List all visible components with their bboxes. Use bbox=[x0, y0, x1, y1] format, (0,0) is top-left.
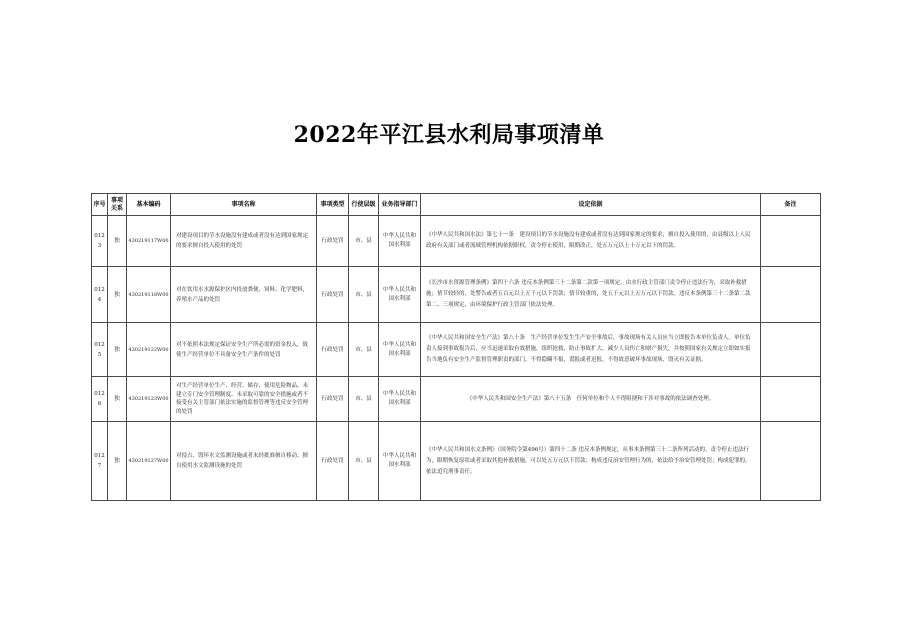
header-type: 事项类型 bbox=[317, 194, 349, 216]
row-basis: 《中华人民共和国安全生产法》第八十条 生产经营单位发生生产安全事故后，事故现场有关人员应当立即报告本单位负责人。单位负责人接到事故报告后，应当迅速采取有效措施，组织抢救，防止事故扩大，减少人员伤亡和财产损失，并按照国家有关规定立即如实报告当地负有安全生产监督管理职责的部门，不得隐瞒不报、谎报或者迟报，不得故意破坏事故现场、毁灭有关证据。 bbox=[421, 323, 761, 377]
table-row bbox=[92, 216, 821, 267]
row-level: 市、县 bbox=[349, 323, 379, 377]
row-relation: 独 bbox=[108, 216, 127, 267]
row-name: 对不依照本法规定保证安全生产所必需的资金投入，致使生产经营单位不具备安全生产条件的处罚 bbox=[171, 323, 317, 377]
header-basis: 设定依据 bbox=[421, 194, 761, 216]
row-code: 430219118W00 bbox=[127, 267, 171, 323]
header-relation-label: 事项关系 bbox=[110, 196, 123, 212]
row-code: 430219117W00 bbox=[127, 216, 171, 267]
row-seq: 0123 bbox=[92, 216, 108, 267]
header-seq: 序号 bbox=[92, 194, 108, 216]
row-basis: 《中华人民共和国安全生产法》第八十五条 任何单位和个人不得阻挠和干涉对事故的依法调查处理。 bbox=[421, 377, 761, 422]
row-seq: 0126 bbox=[92, 377, 108, 422]
row-code: 430219123W00 bbox=[127, 377, 171, 422]
row-basis: 《中华人民共和国水文条例》（国务院令第496号）第四十二条 违反本条例规定，从事本条例第三十二条所列活动的，责令停止违法行为，限期恢复原状或者采取其他补救措施，可以处五万元以下罚款；构成违反治安管理行为的，依法给予治安管理处罚；构成犯罪的，依法追究刑事责任。 bbox=[421, 422, 761, 501]
row-remark bbox=[761, 267, 821, 323]
table-row bbox=[92, 422, 821, 501]
header-remark: 备注 bbox=[761, 194, 821, 216]
row-seq: 0124 bbox=[92, 267, 108, 323]
header-name: 事项名称 bbox=[171, 194, 317, 216]
row-remark bbox=[761, 377, 821, 422]
row-relation: 独 bbox=[108, 267, 127, 323]
header-level: 行使层级 bbox=[349, 194, 379, 216]
row-type: 行政处罚 bbox=[317, 377, 349, 422]
row-basis: 《长沙市水资源管理条例》第四十六条 违反本条例第三十二条第二款第一项规定，由水行政主管部门责令停止违法行为，采取补救措施；情节较轻的，处警告或者五百元以上五千元以下罚款；情节较重的，处五千元以上五万元以下罚款。违反本条例第三十二条第二款第二、三项规定，由环境保护行政主管部门依法处理。 bbox=[421, 267, 761, 323]
row-relation: 独 bbox=[108, 323, 127, 377]
row-type: 行政处罚 bbox=[317, 422, 349, 501]
row-dept: 中华人民共和国水利部 bbox=[379, 377, 421, 422]
row-basis: 《中华人民共和国水法》第七十一条 建设项目的节水设施没有建成或者没有达到国家规定的要求，擅自投入使用的，由县级以上人民政府有关部门或者流域管理机构依据职权，责令停止使用，限期改正，处五万元以上十万元以下的罚款。 bbox=[421, 216, 761, 267]
row-name: 对在饮用水水源保护区内投放粪便、饲料、化学肥料，养殖水产品的处罚 bbox=[171, 267, 317, 323]
item-list-table bbox=[91, 193, 821, 501]
row-code: 430219127W00 bbox=[127, 422, 171, 501]
row-code: 430219122W00 bbox=[127, 323, 171, 377]
table-row bbox=[92, 377, 821, 422]
row-remark bbox=[761, 422, 821, 501]
row-level: 市、县 bbox=[349, 377, 379, 422]
row-relation: 独 bbox=[108, 422, 127, 501]
row-name: 对侵占、毁坏水文监测设施或者未经批准擅自移动、擅自使用水文监测设施的处罚 bbox=[171, 422, 317, 501]
row-dept: 中华人民共和国水利部 bbox=[379, 216, 421, 267]
header-dept: 业务指导部门 bbox=[379, 194, 421, 216]
table-row bbox=[92, 323, 821, 377]
row-level: 市、县 bbox=[349, 216, 379, 267]
row-level: 市、县 bbox=[349, 267, 379, 323]
row-seq: 0127 bbox=[92, 422, 108, 501]
row-name: 对生产经营单位生产、经营、储存、使用危险物品，未建立专门安全管理制度、未采取可靠的安全措施或者不接受有关主管部门依法实施的监督管理等违反安全管理的处罚 bbox=[171, 377, 317, 422]
row-dept: 中华人民共和国水利部 bbox=[379, 323, 421, 377]
header-relation bbox=[108, 194, 127, 216]
row-name: 对建设项目的节水设施没有建成或者没有达到国家规定的要求擅自投入使用的处罚 bbox=[171, 216, 317, 267]
row-relation: 独 bbox=[108, 377, 127, 422]
table-row bbox=[92, 267, 821, 323]
row-dept: 中华人民共和国水利部 bbox=[379, 422, 421, 501]
row-remark bbox=[761, 216, 821, 267]
table-header-row bbox=[92, 194, 821, 216]
row-remark bbox=[761, 323, 821, 377]
row-dept: 中华人民共和国水利部 bbox=[379, 267, 421, 323]
row-seq: 0125 bbox=[92, 323, 108, 377]
row-type: 行政处罚 bbox=[317, 267, 349, 323]
row-type: 行政处罚 bbox=[317, 216, 349, 267]
row-level: 市、县 bbox=[349, 422, 379, 501]
header-code: 基本编码 bbox=[127, 194, 171, 216]
page-title: 2022年平江县水利局事项清单 bbox=[293, 122, 605, 148]
row-type: 行政处罚 bbox=[317, 323, 349, 377]
